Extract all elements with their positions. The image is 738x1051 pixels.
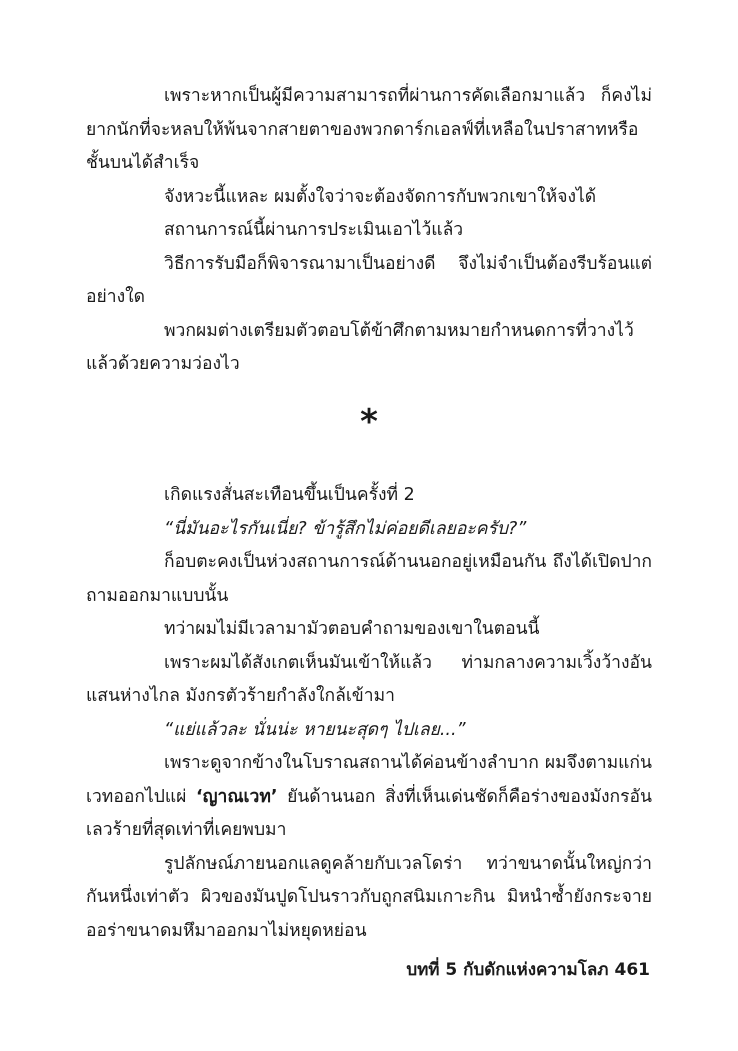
paragraph: ทว่าผมไม่มีเวลามามัวตอบคำถามของเขาในตอนนี้ [164,619,540,639]
paragraph-with-emphasis [86,747,652,848]
paragraph: รูปลักษณ์ภายนอกแลดูคล้ายกับเวลโดร่า ทว่าขนาดนั้นใหญ่กว่ากันหนึ่งเท่าตัว ผิวของมันปูดโปนราวกับถูกสนิมเกาะกิน มิหนำซ้ำยังกระจายออร่าขนาดมหึมาออกมาไม่หยุดหย่อน [86,853,652,941]
paragraph: จังหวะนี้แหละ ผมตั้งใจว่าจะต้องจัดการกับพวกเขาให้จงได้ [164,186,597,207]
dialogue-line: “นี่มันอะไรกันเนี่ย? ข้ารู้สึกไม่ค่อยดีเลยอะครับ?” [164,518,527,539]
scene-separator: * [360,402,378,442]
chapter-title: บทที่ 5 กับดักแห่งความโลภ [406,960,609,980]
paragraph: สถานการณ์นี้ผ่านการประเมินเอาไว้แล้ว [164,220,464,240]
paragraph: พวกผมต่างเตรียมตัวตอบโต้ข้าศึกตามหมายกำหนดการที่วางไว้แล้วด้วยความว่องไว [86,320,634,374]
paragraph: เกิดแรงสั่นสะเทือนขึ้นเป็นครั้งที่ 2 [164,485,415,505]
text-block-top [86,80,652,382]
emphasized-term: ‘ญาณเวท’ [195,786,278,807]
text-block-bottom [86,479,652,948]
page-footer [406,955,650,985]
paragraph: เพราะหากเป็นผู้มีความสามารถที่ผ่านการคัดเลือกมาแล้ว ก็คงไม่ยากนักที่จะหลบให้พ้นจากสายตาของพวกดาร์กเอลฟ์ที่เหลือในปราสาทหรือชั้นบนได้สำเร็จ [86,86,652,173]
page-number: 461 [614,960,650,980]
paragraph: เพราะผมได้สังเกตเห็นมันเข้าให้แล้ว ท่ามกลางความเวิ้งว้างอันแสนห่างไกล มังกรตัวร้ายกำลังใกล้เข้ามา [86,652,652,706]
dialogue-line: “แย่แล้วละ นั่นน่ะ หายนะสุดๆ ไปเลย...” [164,719,466,740]
paragraph: ก็อบตะคงเป็นห่วงสถานการณ์ด้านนอกอยู่เหมือนกัน ถึงได้เปิดปากถามออกมาแบบนั้น [86,552,652,606]
paragraph-text: ยันด้านนอก สิ่งที่เห็นเด่นชัดก็คือร่างของมังกรอันเลวร้ายที่สุดเท่าที่เคยพบมา [86,786,652,840]
paragraph: วิธีการรับมือก็พิจารณามาเป็นอย่างดี จึงไม่จำเป็นต้องรีบร้อนแต่อย่างใด [86,253,652,307]
paragraph-text: เพราะดูจากข้างในโบราณสถานได้ค่อนข้างลำบาก ผมจึงตามแก่นเวทออกไปแผ่ [86,753,652,807]
